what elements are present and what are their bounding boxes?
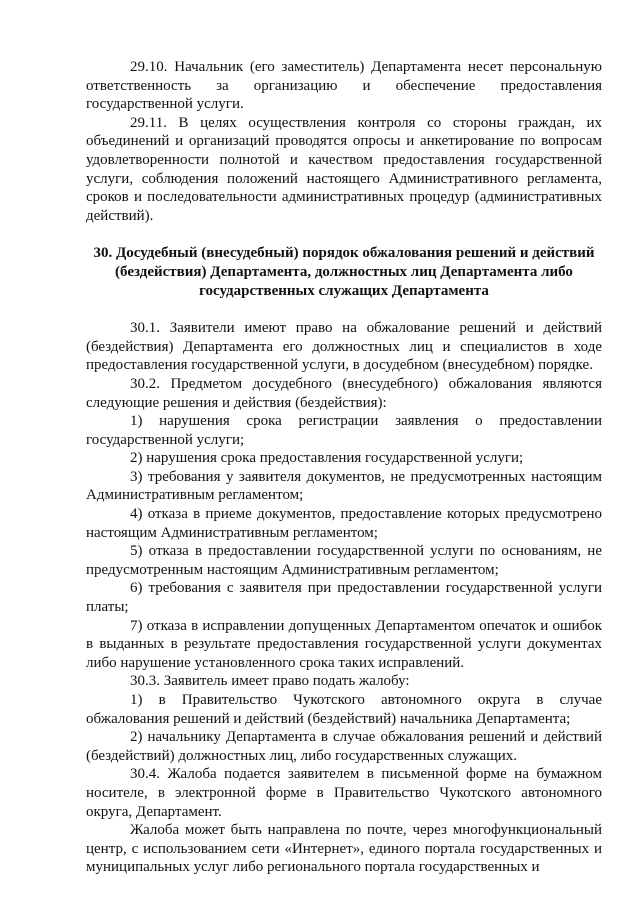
paragraph-29-11: 29.11. В целях осуществления контроля со стороны граждан, их объединений и организаций проводятся опросы и анкетирование по вопросам удовлетворенности полнотой и качеством предоставления государственной услуги, соблюдения положений настоящего Административного регламента, сроков и последовательности административных процедур (административных действий).: [86, 114, 602, 224]
list-item-30-2-3: 3) требования у заявителя документов, не предусмотренных настоящим Административным регламентом;: [86, 468, 602, 504]
paragraph-30-3: 30.3. Заявитель имеет право подать жалобу:: [130, 673, 410, 690]
paragraph-29-10: 29.10. Начальник (его заместитель) Департамента несет персональную ответственность за организацию и обеспечение предоставления государственной услуги.: [86, 59, 602, 113]
list-item-30-2-1: 1) нарушения срока регистрации заявления о предоставлении государственной услуги;: [86, 413, 602, 448]
list-item-30-2-5: 5) отказа в предоставлении государственной услуги по основаниям, не предусмотренным настоящим Административным регламентом;: [86, 543, 602, 578]
paragraph-30-1: 30.1. Заявители имеют право на обжалование решений и действий (бездействия) Департамента его должностных лиц и специалистов в ходе предоставления государственной услуги, в досудебном (внесудебном) порядке.: [86, 320, 602, 374]
list-item-30-2-2: 2) нарушения срока предоставления государственной услуги;: [130, 450, 524, 467]
list-item-30-3-2: 2) начальнику Департамента в случае обжалования решений и действий (бездействий) должностных лиц, либо государственных служащих.: [86, 729, 602, 764]
list-item-30-2-7: 7) отказа в исправлении допущенных Департаментом опечаток и ошибок в выданных в результате предоставления государственной услуги документах либо нарушение установленного срока таких исправлений.: [86, 617, 602, 671]
section-heading: 30. Досудебный (внесудебный) порядок обжалования решений и действий (бездействия) Департамента, должностных лиц Департамента либо государственных служащих Департамента: [93, 245, 595, 299]
list-item-30-2-4: 4) отказа в приеме документов, предоставление которых предусмотрено настоящим Административным регламентом;: [86, 506, 602, 541]
paragraph-complaint-channels: Жалоба может быть направлена по почте, через многофункциональный центр, с использованием сети «Интернет», единого портала государственных и муниципальных услуг либо регионального портала государственных и: [86, 822, 602, 876]
paragraph-30-2: 30.2. Предметом досудебного (внесудебного) обжалования являются следующие решения и действия (бездействия):: [86, 375, 602, 411]
paragraph-30-4: 30.4. Жалоба подается заявителем в письменной форме на бумажном носителе, в электронной форме в Правительство Чукотского автономного округа, Департамент.: [86, 766, 602, 820]
list-item-30-3-1: 1) в Правительство Чукотского автономного округа в случае обжалования решений и действий (бездействий) начальника Департамента;: [86, 692, 602, 727]
document-body: [86, 58, 602, 877]
list-item-30-2-6: 6) требования с заявителя при предоставлении государственной услуги платы;: [86, 580, 602, 616]
